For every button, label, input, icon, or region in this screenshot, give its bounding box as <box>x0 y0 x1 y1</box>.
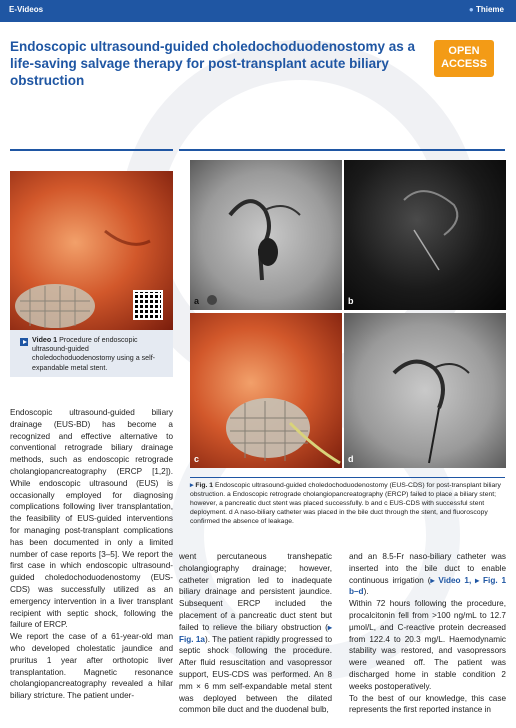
body-column-1 <box>10 407 173 702</box>
video-thumbnail[interactable] <box>10 171 173 330</box>
figure-caption: ▸ Fig. 1 Endoscopic ultrasound-guided choledochoduodenostomy (EUS-CDS) for post-transplant biliary obstruction. a Endoscopic retrograde cholangiopancreatography (ERCP) failed to place a biliary stent; however, a pancreatic duct stent was placed successfully. b and c EUS-CDS with successful stent deployment. d A naso-biliary catheter was placed in the bile duct through the stent, and fluoroscopy confirmed the absence of leakage. <box>190 482 501 525</box>
figure-1a-reference[interactable]: ▸ Fig. 1a <box>179 622 332 644</box>
video-caption-text: Procedure of endoscopic ultrasound-guided choledochoduodenostomy using a self-expandable metal stent. <box>32 336 156 372</box>
section-header-bar <box>0 0 516 22</box>
figure-panel-c <box>190 313 342 468</box>
paragraph-outcome: Within 72 hours following the procedure, procalcitonin fell from >100 ng/mL to 12.7 μmol/L, and C-reactive protein decreased from 122.4 to 20.3 mg/L. Haemodynamic stability was restored, and vasopressors were weaned off. The patient was discharged home in stable condition 2 weeks postoperatively. <box>349 599 506 691</box>
panel-letter-a: a <box>194 296 200 306</box>
figure-panel-a <box>190 160 342 310</box>
stent-endoscopy-illustration <box>190 313 342 468</box>
section-label: E-Videos <box>9 5 44 14</box>
paragraph-case-continued: went percutaneous transhepatic cholangiography drainage; however, catheter migration led to inadequate biliary drainage and persistent jaundice. Subsequent ERCP included the placement of a pancreatic duct stent but failed to relieve the biliary obstruction (▸ Fig. 1a). The patient rapidly progressed to septic shock following the procedure. After fluid resuscitation and vasopressor support, EUS-CDS was performed. An 8 mm × 6 mm self-expandable metal stent was deployed between the dilated common bile duct and the duodenal bulb, <box>179 552 333 715</box>
fluoroscopy-illustration <box>344 313 506 468</box>
body-column-2 <box>179 551 332 716</box>
open-access-line1: OPEN <box>448 45 480 57</box>
left-column-rule <box>10 149 173 151</box>
figure-panel-b <box>344 160 506 310</box>
paragraph-intro: Endoscopic ultrasound-guided biliary drainage (EUS-BD) has become a recognized and effective alternative to conventional retrograde biliary drainage methods, such as endoscopic retrograde cholangiopancreatography (ERCP [1,2]). While endoscopic ultrasound (EUS) is occasionally employed for diagnosing complications following liver transplantation, the feasibility of EUS-guided interventions for managing post-transplant complications has been documented in only a limited number of case reports [3–5]. We report the first case in which endoscopic ultrasound-guided choledochoduodenostomy (EUS-CDS) was successfully utilized as an emergency intervention in a liver transplant recipient with septic shock, following the failure of ERCP. <box>10 408 173 630</box>
eus-illustration <box>344 160 506 310</box>
panel-letter-d: d <box>348 454 354 464</box>
open-access-badge <box>434 40 494 77</box>
open-access-line2: ACCESS <box>441 58 487 70</box>
figure-caption-label: Fig. 1 <box>195 482 214 489</box>
panel-letter-b: b <box>348 296 354 306</box>
cholangiogram-illustration <box>190 160 342 310</box>
qr-code-icon[interactable] <box>133 290 163 320</box>
article-title: Endoscopic ultrasound-guided choledochoduodenostomy as a life-saving salvage therapy for post-transplant acute biliary obstruction <box>10 39 416 88</box>
paragraph-case: We report the case of a 61-year-old man who developed cholestatic jaundice and pruritus 1 year after orthotopic liver transplantation. Magnetic resonance cholangiopancreatography revealed a hilar biliary stricture. The patient under- <box>10 632 173 701</box>
panel-letter-c: c <box>194 454 200 464</box>
figure-panel-d <box>344 313 506 468</box>
video-caption-label: Video 1 <box>32 336 58 344</box>
paragraph-procedure-end: and an 8.5-Fr naso-biliary catheter was inserted into the bile duct to enable continuous irrigation (▸ Video 1, ▸ Fig. 1 b–d). <box>349 552 506 597</box>
video-figure-reference[interactable]: ▸ Video 1, ▸ Fig. 1 b–d <box>349 575 506 597</box>
body-column-3 <box>349 551 506 716</box>
figure-caption-text: Endoscopic ultrasound-guided choledochoduodenostomy (EUS-CDS) for post-transplant biliary obstruction. a Endoscopic retrograde cholangiopancreatography (ERCP) failed to place a biliary stent; however, a pancreatic duct stent was placed successfully. b and c EUS-CDS with successful stent deployment. d A naso-biliary catheter was placed in the bile duct through the stent, and fluoroscopy confirmed the absence of leakage. <box>190 482 501 525</box>
paragraph-discussion: To the best of our knowledge, this case represents the first reported instance in <box>349 693 506 715</box>
play-icon <box>20 338 28 346</box>
publisher-name: Thieme <box>475 5 504 14</box>
figure-rule <box>179 149 505 151</box>
figure-caption-rule <box>190 477 505 478</box>
publisher-logo: ● Thieme <box>468 5 504 14</box>
video-caption <box>10 330 173 377</box>
